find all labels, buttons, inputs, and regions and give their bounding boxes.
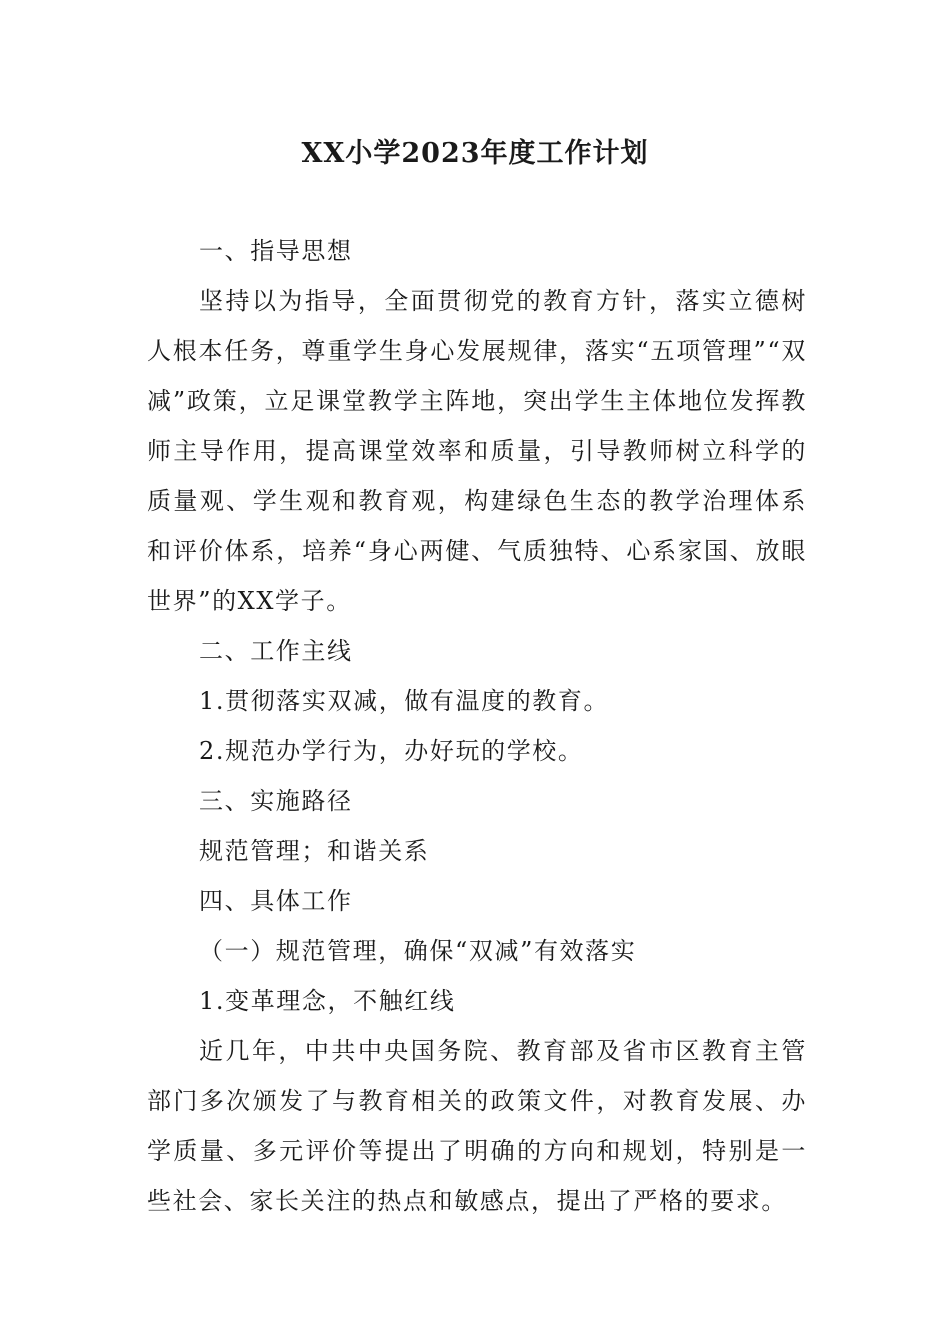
paragraph-guiding-ideology: 坚持以为指导，全面贯彻党的教育方针，落实立德树人根本任务，尊重学生身心发展规律，落实“五项管理”“双减”政策，立足课堂教学主阵地，突出学生主体地位发挥教师主导作用，提高课堂效率和质量，引导教师树立科学的质量观、学生观和教育观，构建绿色生态的教学治理体系和评价体系，培养“身心两健、气质独特、心系家国、放眼世界”的XX学子。 [147, 287, 807, 615]
list-item-change-concept: 1.变革理念，不触红线 [199, 987, 456, 1015]
subheading-standard-management: （一）规范管理，确保“双减”有效落实 [199, 937, 637, 965]
paragraph-policy-background: 近几年，中共中央国务院、教育部及省市区教育主管部门多次颁发了与教育相关的政策文件，对教育发展、办学质量、多元评价等提出了明确的方向和规划，特别是一些社会、家长关注的热点和敏感点，提出了严格的要求。 [147, 1037, 807, 1215]
heading-specific-work: 四、具体工作 [199, 887, 353, 915]
paragraph-implementation-path: 规范管理；和谐关系 [199, 837, 430, 865]
document-title: XX小学2023年度工作计划 [301, 138, 649, 169]
heading-guiding-ideology: 一、指导思想 [199, 237, 353, 265]
list-item-mainline-2: 2.规范办学行为，办好玩的学校。 [199, 737, 584, 765]
document-body [147, 226, 807, 1226]
list-item-mainline-1: 1.贯彻落实双减，做有温度的教育。 [199, 687, 610, 715]
heading-work-mainline: 二、工作主线 [199, 637, 353, 665]
heading-implementation-path: 三、实施路径 [199, 787, 353, 815]
